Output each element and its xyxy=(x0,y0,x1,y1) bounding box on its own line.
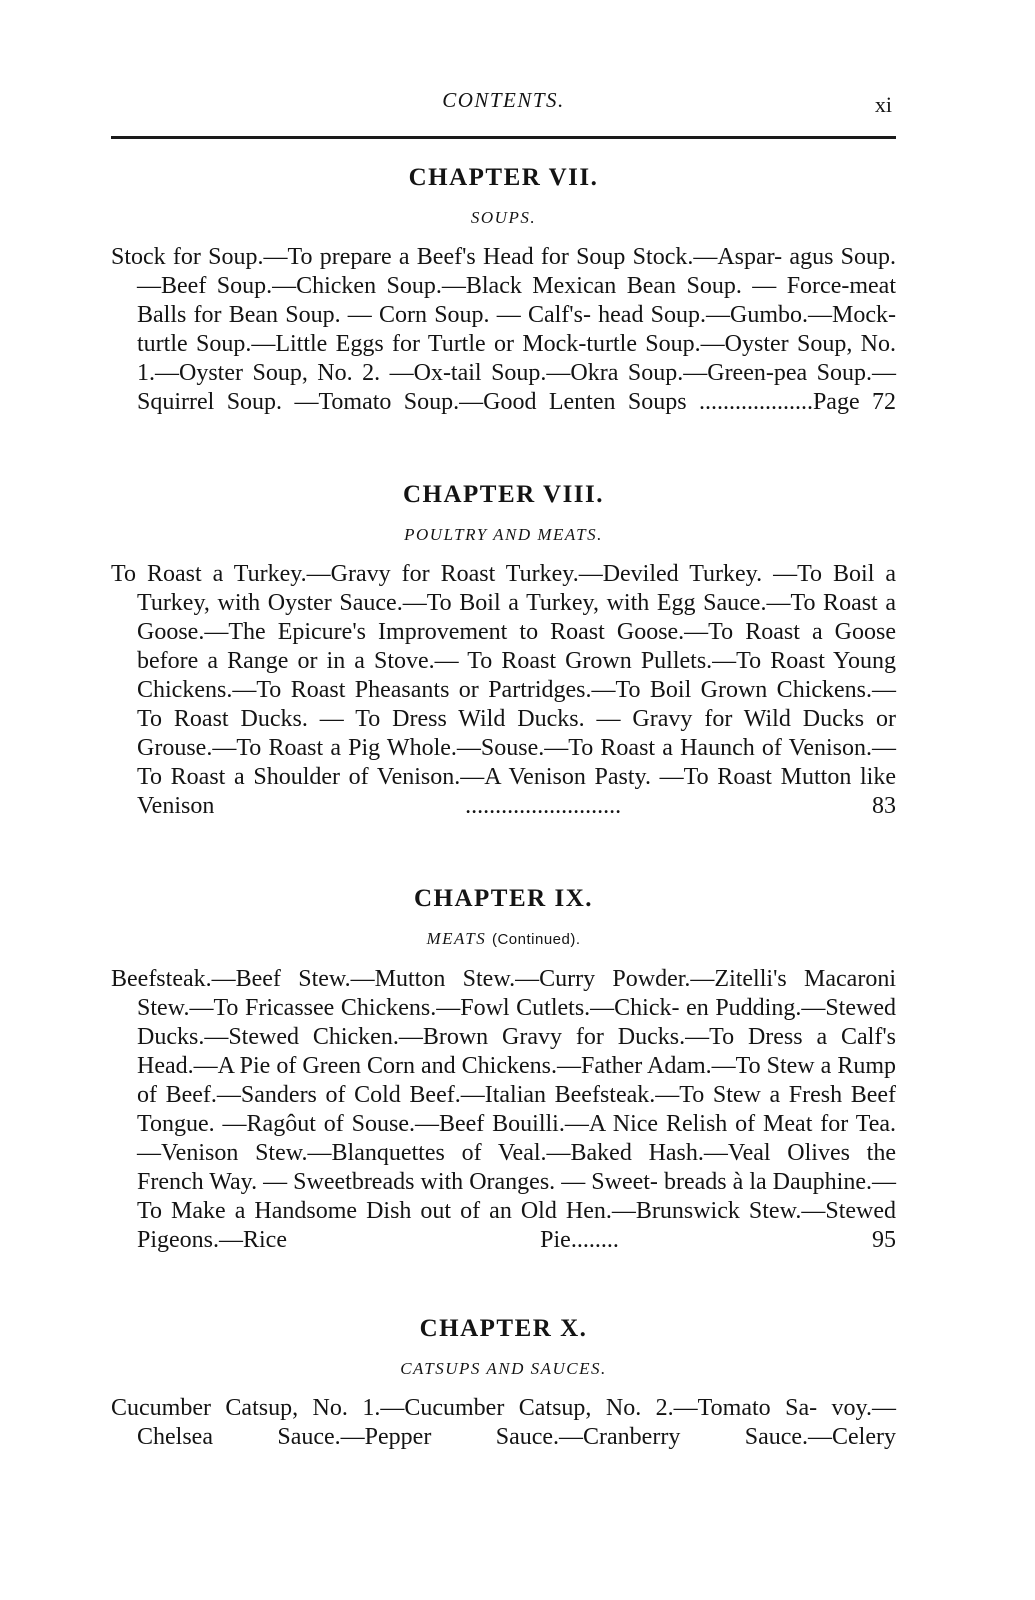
chapter-heading: CHAPTER X. xyxy=(419,1315,588,1342)
book-page xyxy=(111,0,896,1600)
chapter-contents: Stock for Soup.—To prepare a Beef's Head for Soup Stock.—Aspar- agus Soup.—Beef Soup.—Chicken Soup.—Black Mexican Bean Soup. — Force-meat Balls for Bean Soup. — Corn Soup. — Calf's- head Soup.—Gumbo.—Mock-turtle Soup.—Little Eggs for Turtle or Mock-turtle Soup.—Oyster Soup, No. 1.—Oyster Soup, No. 2. —Ox-tail Soup.—Okra Soup.—Green-pea Soup.—Squirrel Soup. —Tomato Soup.—Good Lenten Soups ...................Page 72 xyxy=(111,244,896,415)
chapter-contents: Beefsteak.—Beef Stew.—Mutton Stew.—Curry Powder.—Zitelli's Macaroni Stew.—To Fricassee Chickens.—Fowl Cutlets.—Chick- en Pudding.—Stewed Ducks.—Stewed Chicken.—Brown Gravy for Ducks.—To Dress a Calf's Head.—A Pie of Green Corn and Chickens.—Father Adam.—To Stew a Rump of Beef.—Sanders of Cold Beef.—Italian Beefsteak.—To Stew a Fresh Beef Tongue. —Ragôut of Souse.—Beef Bouilli.—A Nice Relish of Meat for Tea.—Venison Stew.—Blanquettes of Veal.—Baked Hash.—Veal Olives the French Way. — Sweetbreads with Oranges. — Sweet- breads à la Dauphine.—To Make a Handsome Dish out of an Old Hen.—Brunswick Stew.—Stewed Pigeons.—Rice Pie........ 95 xyxy=(111,966,896,1253)
chapter-vii xyxy=(111,163,896,417)
chapter-subtitle-text: SOUPS. xyxy=(470,208,537,227)
chapter-heading: CHAPTER VII. xyxy=(408,164,599,191)
chapter-x xyxy=(111,1314,896,1452)
chapter-ix xyxy=(111,884,896,1255)
chapter-viii xyxy=(111,480,896,821)
chapter-heading: CHAPTER IX. xyxy=(413,885,593,912)
chapter-subtitle xyxy=(111,524,896,546)
chapter-subtitle xyxy=(111,1358,896,1380)
chapter-subtitle xyxy=(111,928,896,951)
chapter-heading: CHAPTER VIII. xyxy=(402,481,605,508)
chapter-subtitle-text: CATSUPS AND SAUCES. xyxy=(400,1359,607,1378)
chapter-subtitle-text: POULTRY AND MEATS. xyxy=(404,525,603,544)
chapter-contents: Cucumber Catsup, No. 1.—Cucumber Catsup, No. 2.—Tomato Sa- voy.—Chelsea Sauce.—Pepper Sauce.—Cranberry Sauce.—Celery xyxy=(111,1395,896,1450)
running-head xyxy=(111,88,896,122)
chapter-subtitle xyxy=(111,207,896,229)
running-title: CONTENTS. xyxy=(442,88,565,112)
header-rule xyxy=(111,136,896,139)
page-number: xi xyxy=(874,92,892,117)
chapter-contents: To Roast a Turkey.—Gravy for Roast Turkey.—Deviled Turkey. —To Boil a Turkey, with Oyster Sauce.—To Boil a Turkey, with Egg Sauce.—To Roast a Goose.—The Epicure's Improvement to Roast Goose.—To Roast a Goose before a Range or in a Stove.— To Roast Grown Pullets.—To Roast Young Chickens.—To Roast Pheasants or Partridges.—To Boil Grown Chickens.—To Roast Ducks. — To Dress Wild Ducks. — Gravy for Wild Ducks or Grouse.—To Roast a Pig Whole.—Souse.—To Roast a Haunch of Venison.—To Roast a Shoulder of Venison.—A Venison Pasty. —To Roast Mutton like Venison .......................... 83 xyxy=(111,561,896,819)
chapter-subtitle-note: (Continued). xyxy=(491,931,581,948)
chapter-subtitle-text: MEATS xyxy=(426,929,487,948)
